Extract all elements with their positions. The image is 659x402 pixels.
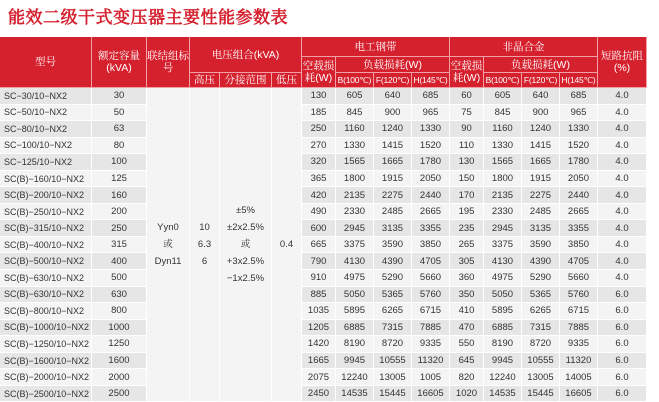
cell-model: SC(B)−250/10−NX2 [0,204,92,221]
cell-am-noload: 60 [450,88,484,105]
cell-am-b: 8190 [484,336,522,353]
tap-text: +3x2.5% [226,256,265,268]
cell-model: SC(B)−1600/10−NX2 [0,353,92,370]
cell-am-f: 10555 [522,353,560,370]
cell-model: SC(B)−315/10−NX2 [0,220,92,237]
header-am-h: H(145℃) [560,73,598,88]
cell-si-h: 16605 [412,386,450,402]
cell-si-h: 5760 [412,287,450,304]
cell-am-b: 12240 [484,369,522,386]
cell-am-h: 1520 [560,138,598,155]
table-row [0,270,647,287]
cell-am-b: 14535 [484,386,522,402]
cell-am-h: 685 [560,88,598,105]
cell-si-b: 14535 [336,386,374,402]
cell-capacity: 1600 [92,353,147,370]
cell-si-noload: 2075 [302,369,336,386]
table-row [0,105,647,122]
cell-si-noload: 790 [302,253,336,270]
cell-model: SC−125/10−NX2 [0,154,92,171]
cell-capacity: 1000 [92,320,147,337]
cell-am-b: 4130 [484,253,522,270]
cell-si-noload: 185 [302,105,336,122]
connection-text: Dyn11 [154,256,182,268]
cell-si-noload: 320 [302,154,336,171]
table-row [0,386,647,402]
cell-am-f: 3135 [522,220,560,237]
cell-si-noload: 1665 [302,353,336,370]
cell-si-h: 965 [412,105,450,122]
cell-capacity: 2000 [92,369,147,386]
cell-model: SC−30/10−NX2 [0,88,92,105]
cell-model: SC(B)−800/10−NX2 [0,303,92,320]
cell-si-f: 5365 [374,287,412,304]
cell-capacity: 80 [92,138,147,155]
cell-model: SC(B)−2500/10−NX2 [0,386,92,402]
cell-impedance: 4.0 [598,154,647,171]
cell-am-f: 5290 [522,270,560,287]
cell-am-noload: 410 [450,303,484,320]
cell-si-noload: 250 [302,121,336,138]
cell-si-f: 2275 [374,187,412,204]
header-si-h: H(145℃) [412,73,450,88]
table-row [0,320,647,337]
table-row [0,237,647,254]
cell-am-h: 2050 [560,171,598,188]
cell-am-noload: 75 [450,105,484,122]
header-am-b: B(100℃) [484,73,522,88]
cell-si-h: 3850 [412,237,450,254]
cell-am-f: 1915 [522,171,560,188]
tap-cell [220,88,272,402]
cell-si-b: 12240 [336,369,374,386]
cell-si-f: 640 [374,88,412,105]
cell-am-f: 640 [522,88,560,105]
cell-si-h: 1330 [412,121,450,138]
cell-model: SC(B)−630/10−NX2 [0,270,92,287]
cell-si-noload: 1205 [302,320,336,337]
cell-am-b: 5050 [484,287,522,304]
cell-capacity: 30 [92,88,147,105]
cell-am-f: 7315 [522,320,560,337]
header-model: 型号 [0,37,92,88]
table-row [0,88,647,105]
cell-model: SC−100/10−NX2 [0,138,92,155]
cell-si-b: 5050 [336,287,374,304]
cell-am-h: 7885 [560,320,598,337]
header-am-noload: 空载损耗(W) [450,57,484,88]
cell-si-b: 1565 [336,154,374,171]
cell-si-f: 900 [374,105,412,122]
header-tap: 分接范围 [220,73,272,88]
cell-si-b: 5895 [336,303,374,320]
cell-impedance: 4.0 [598,220,647,237]
cell-am-b: 2330 [484,204,522,221]
cell-si-h: 1520 [412,138,450,155]
connection-text: 或 [163,239,173,251]
cell-si-f: 3590 [374,237,412,254]
cell-model: SC−50/10−NX2 [0,105,92,122]
cell-am-b: 845 [484,105,522,122]
cell-si-h: 2440 [412,187,450,204]
cell-model: SC(B)−630/10−NX2 [0,287,92,304]
hv-text: 6 [201,256,208,268]
cell-si-noload: 365 [302,171,336,188]
cell-model: SC(B)−2000/10−NX2 [0,369,92,386]
cell-si-b: 3375 [336,237,374,254]
cell-model: SC(B)−160/10−NX2 [0,171,92,188]
cell-impedance: 4.0 [598,204,647,221]
cell-am-noload: 130 [450,154,484,171]
cell-am-noload: 150 [450,171,484,188]
cell-am-f: 2485 [522,204,560,221]
cell-si-b: 8190 [336,336,374,353]
parameter-table-container [0,37,645,402]
cell-si-f: 13005 [374,369,412,386]
hv-text: 6.3 [197,239,212,251]
cell-capacity: 400 [92,253,147,270]
cell-am-noload: 170 [450,187,484,204]
cell-am-noload: 1020 [450,386,484,402]
cell-si-f: 4390 [374,253,412,270]
table-row [0,303,647,320]
cell-si-noload: 490 [302,204,336,221]
cell-capacity: 50 [92,105,147,122]
header-si-load: 负载损耗(W) [336,57,450,73]
cell-si-h: 1005 [412,369,450,386]
cell-am-noload: 235 [450,220,484,237]
cell-am-b: 1330 [484,138,522,155]
table-row [0,154,647,171]
cell-impedance: 4.0 [598,237,647,254]
cell-impedance: 4.0 [598,270,647,287]
cell-si-h: 3355 [412,220,450,237]
cell-si-h: 6715 [412,303,450,320]
table-row [0,253,647,270]
cell-si-f: 8720 [374,336,412,353]
cell-si-b: 4130 [336,253,374,270]
parameter-table [0,37,647,402]
cell-am-b: 1565 [484,154,522,171]
cell-si-f: 1915 [374,171,412,188]
cell-model: SC(B)−1250/10−NX2 [0,336,92,353]
cell-si-f: 10555 [374,353,412,370]
table-row [0,369,647,386]
table-row [0,287,647,304]
header-si-f: F(120℃) [374,73,412,88]
cell-si-h: 4705 [412,253,450,270]
hv-cell [190,88,220,402]
cell-si-b: 6885 [336,320,374,337]
cell-am-b: 605 [484,88,522,105]
cell-impedance: 6.0 [598,369,647,386]
cell-capacity: 2500 [92,386,147,402]
cell-model: SC(B)−200/10−NX2 [0,187,92,204]
cell-capacity: 500 [92,270,147,287]
cell-impedance: 6.0 [598,386,647,402]
header-amorphous: 非晶合金 [450,37,598,57]
cell-si-b: 2945 [336,220,374,237]
cell-impedance: 4.0 [598,187,647,204]
header-am-load: 负载损耗(W) [484,57,598,73]
cell-am-h: 11320 [560,353,598,370]
cell-am-h: 1780 [560,154,598,171]
cell-am-h: 2665 [560,204,598,221]
cell-impedance: 4.0 [598,253,647,270]
cell-model: SC(B)−400/10−NX2 [0,237,92,254]
header-lv: 低压 [272,73,302,88]
header-capacity: 额定容量(kVA) [92,37,147,88]
table-row [0,336,647,353]
cell-si-b: 9945 [336,353,374,370]
cell-si-h: 9335 [412,336,450,353]
cell-si-f: 3135 [374,220,412,237]
cell-am-h: 3850 [560,237,598,254]
header-connection: 联结组标号 [147,37,190,88]
table-row [0,220,647,237]
cell-am-noload: 360 [450,270,484,287]
cell-capacity: 250 [92,220,147,237]
cell-am-noload: 550 [450,336,484,353]
cell-si-noload: 1035 [302,303,336,320]
cell-si-b: 1330 [336,138,374,155]
tap-text: ±2x2.5% [227,222,264,234]
cell-am-h: 6715 [560,303,598,320]
cell-am-f: 6265 [522,303,560,320]
cell-si-h: 1780 [412,154,450,171]
cell-am-h: 3355 [560,220,598,237]
cell-si-noload: 420 [302,187,336,204]
cell-am-b: 9945 [484,353,522,370]
page-title: 能效二级干式变压器主要性能参数表 [8,8,288,28]
table-row [0,353,647,370]
cell-am-b: 3375 [484,237,522,254]
cell-si-b: 845 [336,105,374,122]
cell-si-noload: 2450 [302,386,336,402]
cell-am-noload: 305 [450,253,484,270]
cell-si-f: 1240 [374,121,412,138]
cell-si-noload: 885 [302,287,336,304]
connection-text: Yyn0 [157,222,179,234]
cell-am-h: 16605 [560,386,598,402]
cell-si-f: 5290 [374,270,412,287]
cell-am-f: 2275 [522,187,560,204]
cell-si-noload: 270 [302,138,336,155]
cell-si-noload: 910 [302,270,336,287]
table-row [0,171,647,188]
connection-cell [147,88,190,402]
header-voltage: 电压组合(kVA) [190,37,302,73]
cell-am-h: 5760 [560,287,598,304]
table-row [0,121,647,138]
cell-si-noload: 665 [302,237,336,254]
header-si-b: B(100℃) [336,73,374,88]
cell-am-b: 1160 [484,121,522,138]
cell-si-f: 1665 [374,154,412,171]
cell-am-noload: 195 [450,204,484,221]
cell-impedance: 6.0 [598,320,647,337]
cell-model: SC−80/10−NX2 [0,121,92,138]
cell-si-f: 1415 [374,138,412,155]
table-row [0,204,647,221]
tap-text: 或 [240,239,251,251]
cell-impedance: 6.0 [598,353,647,370]
cell-si-noload: 1420 [302,336,336,353]
cell-am-f: 5365 [522,287,560,304]
cell-am-h: 965 [560,105,598,122]
cell-am-h: 9335 [560,336,598,353]
cell-am-h: 1330 [560,121,598,138]
cell-impedance: 4.0 [598,105,647,122]
cell-am-noload: 90 [450,121,484,138]
cell-si-b: 1160 [336,121,374,138]
cell-si-f: 7315 [374,320,412,337]
cell-si-b: 4975 [336,270,374,287]
header-si-steel: 电工钢带 [302,37,450,57]
cell-capacity: 63 [92,121,147,138]
table-row [0,187,647,204]
cell-model: SC(B)−1000/10−NX2 [0,320,92,337]
cell-impedance: 6.0 [598,287,647,304]
cell-am-f: 1665 [522,154,560,171]
cell-si-f: 15445 [374,386,412,402]
cell-si-noload: 130 [302,88,336,105]
cell-am-f: 4390 [522,253,560,270]
cell-am-b: 2945 [484,220,522,237]
cell-si-h: 2050 [412,171,450,188]
tap-text: ±5% [236,205,255,217]
header-si-noload: 空载损耗(W) [302,57,336,88]
cell-impedance: 4.0 [598,138,647,155]
cell-am-noload: 820 [450,369,484,386]
cell-impedance: 4.0 [598,88,647,105]
cell-am-noload: 265 [450,237,484,254]
cell-si-h: 7885 [412,320,450,337]
cell-am-f: 900 [522,105,560,122]
cell-am-b: 2135 [484,187,522,204]
cell-si-h: 11320 [412,353,450,370]
cell-am-f: 15445 [522,386,560,402]
cell-am-noload: 350 [450,287,484,304]
cell-si-h: 685 [412,88,450,105]
hv-text: 10 [199,222,210,234]
table-body [0,88,647,402]
cell-am-f: 1415 [522,138,560,155]
cell-si-b: 2135 [336,187,374,204]
cell-am-b: 4975 [484,270,522,287]
cell-si-h: 2665 [412,204,450,221]
cell-impedance: 6.0 [598,303,647,320]
cell-capacity: 315 [92,237,147,254]
header-am-f: F(120℃) [522,73,560,88]
cell-am-h: 5660 [560,270,598,287]
cell-am-b: 6885 [484,320,522,337]
cell-impedance: 6.0 [598,336,647,353]
cell-am-f: 13005 [522,369,560,386]
cell-capacity: 160 [92,187,147,204]
cell-am-h: 4705 [560,253,598,270]
cell-capacity: 125 [92,171,147,188]
cell-am-h: 14005 [560,369,598,386]
cell-am-f: 8720 [522,336,560,353]
cell-am-b: 1800 [484,171,522,188]
cell-impedance: 4.0 [598,171,647,188]
table-row [0,138,647,155]
cell-si-noload: 600 [302,220,336,237]
cell-impedance: 4.0 [598,121,647,138]
cell-capacity: 630 [92,287,147,304]
cell-capacity: 800 [92,303,147,320]
cell-si-b: 2330 [336,204,374,221]
cell-am-noload: 470 [450,320,484,337]
header-hv: 高压 [190,73,220,88]
cell-model: SC(B)−500/10−NX2 [0,253,92,270]
cell-am-f: 3590 [522,237,560,254]
header-impedance: 短路抗阻(%) [598,37,647,88]
lv-cell: 0.4 [272,88,302,402]
cell-am-noload: 110 [450,138,484,155]
cell-capacity: 1250 [92,336,147,353]
cell-am-b: 5895 [484,303,522,320]
cell-am-f: 1240 [522,121,560,138]
cell-si-b: 1800 [336,171,374,188]
cell-si-f: 2485 [374,204,412,221]
cell-am-h: 2440 [560,187,598,204]
cell-si-h: 5660 [412,270,450,287]
cell-si-b: 605 [336,88,374,105]
cell-capacity: 200 [92,204,147,221]
cell-capacity: 100 [92,154,147,171]
tap-text: −1x2.5% [226,273,265,285]
cell-am-noload: 645 [450,353,484,370]
cell-si-f: 6265 [374,303,412,320]
